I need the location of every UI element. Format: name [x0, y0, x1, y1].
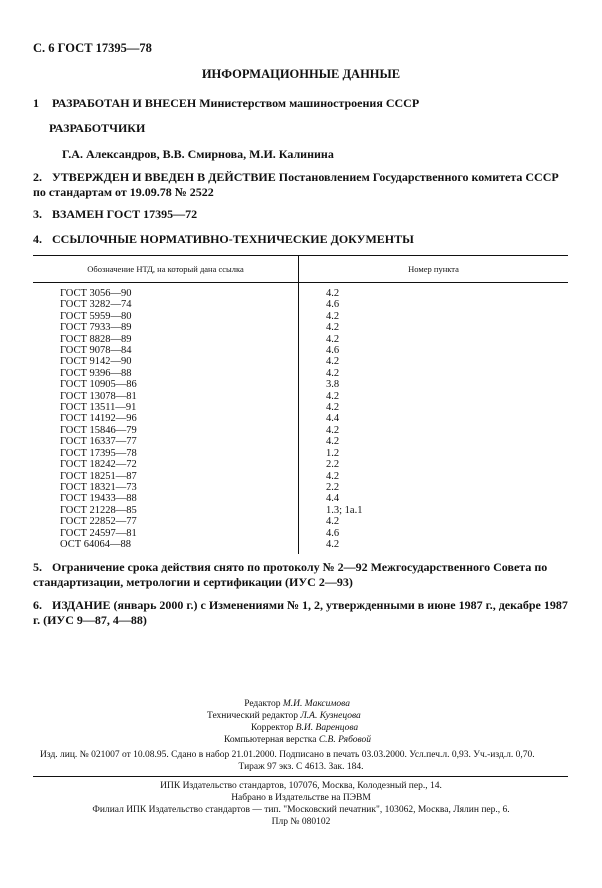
cell-clause: 4.2 [326, 356, 340, 368]
cell-document: ГОСТ 15846—79 [33, 425, 299, 436]
section-title: ИНФОРМАЦИОННЫЕ ДАННЫЕ [201, 67, 401, 81]
cell-document: ГОСТ 13078—81 [33, 391, 299, 402]
table-row [33, 528, 568, 539]
cell-clause: 4.6 [326, 299, 340, 311]
credit-editor-role: Редактор [244, 699, 281, 709]
table-row [33, 448, 568, 459]
item-4-text: ССЫЛОЧНЫЕ НОРМАТИВНО-ТЕХНИЧЕСКИЕ ДОКУМЕНТЫ [52, 232, 414, 246]
publisher-line-3: Филиал ИПК Издательство стандартов — тип. "Московский печатник", 103062, Москва, Лялин пер., 6. [92, 805, 510, 815]
cell-clause: 4.2 [326, 516, 340, 528]
cell-clause: 4.2 [326, 538, 340, 550]
cell-clause: 4.2 [326, 470, 340, 482]
cell-clause: 4.2 [326, 322, 340, 334]
item-6-text: ИЗДАНИЕ (январь 2000 г.) с Изменениями № 1, 2, утвержденными в июне 1987 г., декабре 1987 г. (ИУС 9—87, 4—88) [33, 598, 568, 627]
credit-tech-editor [207, 711, 361, 721]
table-row [33, 283, 568, 300]
table-row [33, 368, 568, 379]
cell-document: ГОСТ 21228—85 [33, 505, 299, 516]
table-row [33, 539, 568, 554]
item-6 [33, 598, 568, 628]
table-row [33, 402, 568, 413]
cell-document: ГОСТ 18242—72 [33, 459, 299, 470]
table-row [33, 516, 568, 527]
cell-document: ГОСТ 19433—88 [33, 493, 299, 504]
item-3-text: ВЗАМЕН ГОСТ 17395—72 [52, 207, 198, 221]
item-5-text: Ограничение срока действия снято по протоколу № 2—92 Межгосударственного Совета по стандартизации, метрологии и сертификации (ИУС 2—93) [33, 560, 548, 589]
cell-document: ГОСТ 3056—90 [33, 283, 299, 300]
credit-proof-name: В.И. Варенцова [295, 723, 359, 733]
cell-clause: 2.2 [326, 459, 340, 471]
publisher-line-4: Плр № 080102 [271, 817, 331, 827]
cell-clause: 4.2 [326, 288, 340, 299]
table-row [33, 322, 568, 333]
cell-document: ГОСТ 9142—90 [33, 356, 299, 367]
cell-clause: 2.2 [326, 481, 340, 493]
cell-document: ГОСТ 10905—86 [33, 379, 299, 390]
credit-layout [224, 735, 371, 745]
cell-document: ГОСТ 17395—78 [33, 448, 299, 459]
table-row [33, 493, 568, 504]
cell-clause: 4.2 [326, 310, 340, 322]
item-2-lead: УТВЕРЖДЕН И ВВЕДЕН В ДЕЙСТВИЕ [52, 170, 276, 184]
item-3 [33, 207, 197, 222]
footer-divider [33, 776, 568, 777]
table-row [33, 356, 568, 367]
print-info-1: Изд. лиц. № 021007 от 10.08.95. Сдано в набор 21.01.2000. Подписано в печать 03.03.2000. Усл.печ.л. 0,93. Уч.-изд.л. 0,70. [40, 750, 535, 760]
cell-document: ГОСТ 22852—77 [33, 516, 299, 527]
credit-layout-role: Компьютерная верстка [224, 735, 317, 745]
table-row [33, 505, 568, 516]
cell-document: ОСТ 64064—88 [33, 539, 299, 554]
credit-proof-role: Корректор [251, 723, 294, 733]
cell-clause: 4.4 [326, 493, 340, 505]
credit-editor [230, 699, 350, 709]
developers-names: Г.А. Александров, В.В. Смирнова, М.И. Калинина [62, 147, 334, 161]
cell-document: ГОСТ 9078—84 [33, 345, 299, 356]
credit-layout-name: С.В. Рябовой [318, 735, 371, 745]
page-header: С. 6 ГОСТ 17395—78 [33, 41, 152, 55]
cell-document: ГОСТ 16337—77 [33, 436, 299, 447]
item-2 [33, 170, 568, 200]
cell-clause: 4.2 [326, 402, 340, 414]
cell-clause: 1.3; 1а.1 [326, 504, 363, 516]
print-info-2: Тираж 97 экз. С 4613. Зак. 184. [238, 762, 364, 772]
table-row [33, 334, 568, 345]
publisher-line-2: Набрано в Издательстве на ПЭВМ [231, 793, 371, 803]
cell-document: ГОСТ 9396—88 [33, 368, 299, 379]
cell-document: ГОСТ 7933—89 [33, 322, 299, 333]
table-row [33, 345, 568, 356]
item-2-text: Постановлением Государственного комитета СССР по стандартам от 19.09.78 № 2522 [33, 170, 559, 199]
cell-clause: 3.8 [326, 379, 340, 391]
references-table [33, 255, 568, 554]
table-row [33, 471, 568, 482]
item-1-number: 1 [33, 96, 39, 110]
item-3-number: 3. [33, 207, 42, 221]
cell-document: ГОСТ 5959—80 [33, 311, 299, 322]
cell-clause: 4.4 [326, 413, 340, 425]
cell-document: ГОСТ 13511—91 [33, 402, 299, 413]
cell-clause: 4.2 [326, 424, 340, 436]
table-row [33, 311, 568, 322]
cell-clause: 4.2 [326, 390, 340, 402]
cell-clause: 4.2 [326, 333, 340, 345]
cell-document: ГОСТ 3282—74 [33, 299, 299, 310]
cell-clause: 1.2 [326, 447, 340, 459]
cell-clause: 4.2 [326, 436, 340, 448]
developers-title: РАЗРАБОТЧИКИ [49, 121, 146, 135]
cell-document: ГОСТ 24597—81 [33, 528, 299, 539]
publisher-line-1: ИПК Издательство стандартов, 107076, Москва, Колодезный пер., 14. [160, 781, 442, 791]
cell-clause: 4.2 [326, 367, 340, 379]
table-row [33, 425, 568, 436]
table-row [33, 459, 568, 470]
table-body [33, 283, 568, 555]
column-header-document: Обозначение НТД, на который дана ссылка [33, 256, 299, 283]
cell-document: ГОСТ 18251—87 [33, 471, 299, 482]
table-row [33, 482, 568, 493]
cell-document: ГОСТ 18321—73 [33, 482, 299, 493]
table-row [33, 391, 568, 402]
item-5 [33, 560, 568, 590]
cell-clause: 4.6 [326, 345, 340, 357]
table-row [33, 299, 568, 310]
credit-tech-name: Л.А. Кузнецова [300, 711, 361, 721]
table-row [33, 413, 568, 424]
cell-clause: 4.6 [326, 527, 340, 539]
item-4 [33, 232, 414, 247]
credit-editor-name: М.И. Максимова [282, 699, 350, 709]
credit-tech-role: Технический редактор [207, 711, 298, 721]
item-1-text: Министерством машиностроения СССР [199, 96, 420, 110]
credit-proofreader [251, 723, 358, 733]
item-1 [33, 96, 419, 111]
cell-document: ГОСТ 14192—96 [33, 413, 299, 424]
item-5-number: 5. [33, 560, 42, 574]
column-header-clause: Номер пункта [299, 256, 569, 283]
item-6-number: 6. [33, 598, 42, 612]
table-row [33, 379, 568, 390]
item-2-number: 2. [33, 170, 42, 184]
table-header-row [33, 256, 568, 283]
item-4-number: 4. [33, 232, 42, 246]
table-row [33, 436, 568, 447]
item-1-lead: РАЗРАБОТАН И ВНЕСЕН [52, 96, 197, 110]
cell-document: ГОСТ 8828—89 [33, 334, 299, 345]
